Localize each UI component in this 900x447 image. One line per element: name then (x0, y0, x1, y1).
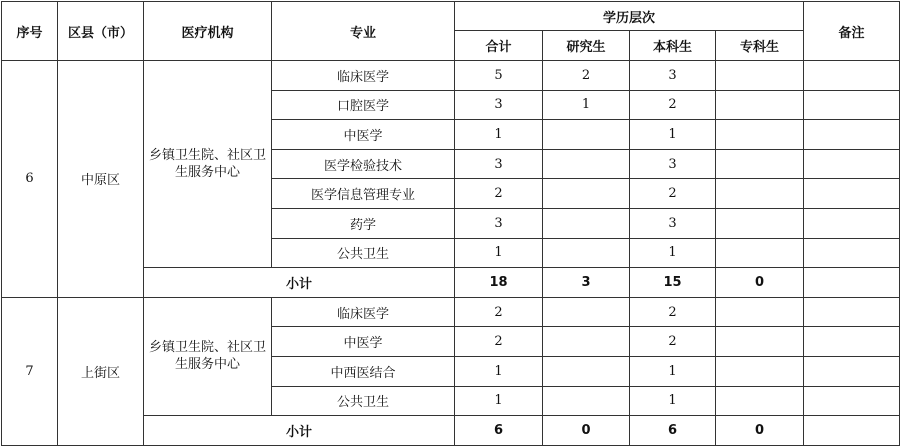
bachelor-cell: 1 (630, 120, 716, 150)
recruitment-table (1, 1, 900, 446)
major-cell: 药学 (272, 208, 455, 238)
remarks-cell (804, 297, 900, 327)
remarks-cell (804, 90, 900, 120)
total-cell: 2 (455, 327, 543, 357)
total-cell: 5 (455, 61, 543, 91)
bachelor-cell: 2 (630, 327, 716, 357)
major-cell: 临床医学 (272, 61, 455, 91)
table-row (2, 297, 900, 327)
total-cell: 1 (455, 120, 543, 150)
major-cell: 中医学 (272, 327, 455, 357)
junior-college-cell (716, 238, 804, 268)
header-seq: 序号 (2, 2, 58, 61)
header-total: 合计 (455, 31, 543, 61)
junior-college-cell (716, 297, 804, 327)
header-institution: 医疗机构 (144, 2, 272, 61)
graduate-cell (543, 327, 630, 357)
subtotal-graduate: 0 (543, 416, 630, 446)
junior-college-cell (716, 179, 804, 209)
subtotal-label: 小计 (144, 268, 455, 298)
total-cell: 3 (455, 149, 543, 179)
junior-college-cell (716, 208, 804, 238)
header-county: 区县（市） (58, 2, 144, 61)
bachelor-cell: 1 (630, 238, 716, 268)
subtotal-remarks (804, 416, 900, 446)
major-cell: 口腔医学 (272, 90, 455, 120)
header-edu-level: 学历层次 (455, 2, 804, 31)
bachelor-cell: 2 (630, 297, 716, 327)
bachelor-cell: 2 (630, 179, 716, 209)
bachelor-cell: 1 (630, 356, 716, 386)
table-row (2, 61, 900, 91)
bachelor-cell: 3 (630, 61, 716, 91)
total-cell: 3 (455, 208, 543, 238)
header-row-1 (2, 2, 900, 31)
header-junior-college: 专科生 (716, 31, 804, 61)
header-remarks: 备注 (804, 2, 900, 61)
header-graduate: 研究生 (543, 31, 630, 61)
subtotal-junior-college: 0 (716, 416, 804, 446)
bachelor-cell: 3 (630, 149, 716, 179)
county-cell: 中原区 (58, 61, 144, 298)
graduate-cell: 2 (543, 61, 630, 91)
junior-college-cell (716, 90, 804, 120)
institution-cell: 乡镇卫生院、社区卫生服务中心 (144, 61, 272, 268)
graduate-cell (543, 149, 630, 179)
bachelor-cell: 3 (630, 208, 716, 238)
seq-cell: 7 (2, 297, 58, 445)
graduate-cell (543, 297, 630, 327)
total-cell: 2 (455, 179, 543, 209)
junior-college-cell (716, 356, 804, 386)
junior-college-cell (716, 120, 804, 150)
junior-college-cell (716, 327, 804, 357)
major-cell: 中医学 (272, 120, 455, 150)
graduate-cell (543, 238, 630, 268)
graduate-cell (543, 356, 630, 386)
major-cell: 公共卫生 (272, 386, 455, 416)
subtotal-total: 18 (455, 268, 543, 298)
major-cell: 医学信息管理专业 (272, 179, 455, 209)
subtotal-remarks (804, 268, 900, 298)
total-cell: 1 (455, 238, 543, 268)
subtotal-graduate: 3 (543, 268, 630, 298)
subtotal-bachelor: 6 (630, 416, 716, 446)
subtotal-junior-college: 0 (716, 268, 804, 298)
remarks-cell (804, 179, 900, 209)
remarks-cell (804, 327, 900, 357)
total-cell: 1 (455, 386, 543, 416)
total-cell: 2 (455, 297, 543, 327)
graduate-cell (543, 120, 630, 150)
remarks-cell (804, 61, 900, 91)
header-bachelor: 本科生 (630, 31, 716, 61)
major-cell: 临床医学 (272, 297, 455, 327)
graduate-cell (543, 179, 630, 209)
county-cell: 上街区 (58, 297, 144, 445)
junior-college-cell (716, 149, 804, 179)
graduate-cell: 1 (543, 90, 630, 120)
remarks-cell (804, 208, 900, 238)
seq-cell: 6 (2, 61, 58, 298)
remarks-cell (804, 356, 900, 386)
remarks-cell (804, 238, 900, 268)
junior-college-cell (716, 61, 804, 91)
major-cell: 中西医结合 (272, 356, 455, 386)
remarks-cell (804, 120, 900, 150)
institution-cell: 乡镇卫生院、社区卫生服务中心 (144, 297, 272, 415)
subtotal-total: 6 (455, 416, 543, 446)
bachelor-cell: 1 (630, 386, 716, 416)
major-cell: 医学检验技术 (272, 149, 455, 179)
remarks-cell (804, 149, 900, 179)
remarks-cell (804, 386, 900, 416)
header-major: 专业 (272, 2, 455, 61)
junior-college-cell (716, 386, 804, 416)
graduate-cell (543, 386, 630, 416)
subtotal-label: 小计 (144, 416, 455, 446)
major-cell: 公共卫生 (272, 238, 455, 268)
graduate-cell (543, 208, 630, 238)
total-cell: 3 (455, 90, 543, 120)
bachelor-cell: 2 (630, 90, 716, 120)
subtotal-bachelor: 15 (630, 268, 716, 298)
total-cell: 1 (455, 356, 543, 386)
